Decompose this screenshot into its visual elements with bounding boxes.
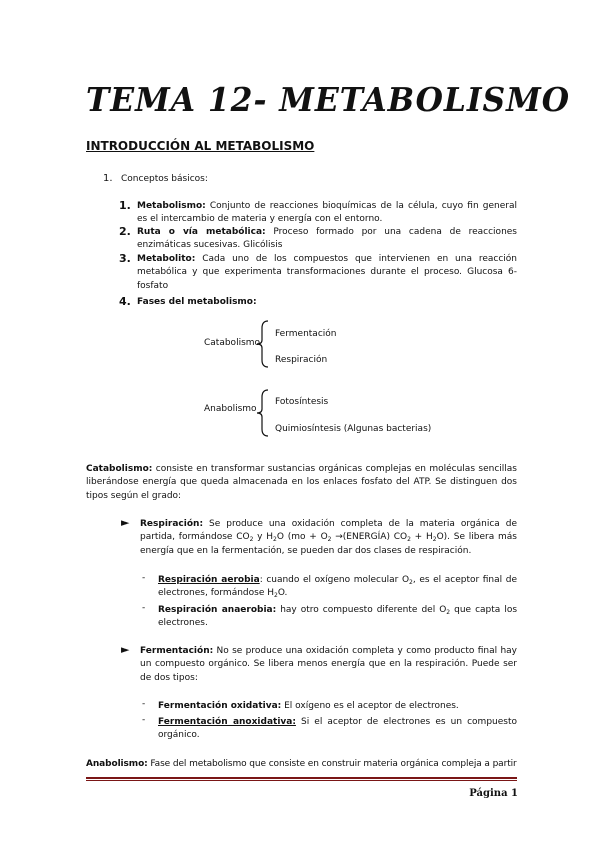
paragraph-term: Anabolismo:: [86, 759, 148, 769]
diagram-item: Fermentación: [275, 329, 337, 339]
subscript: 2: [409, 579, 413, 586]
anabolismo-paragraph: [86, 758, 526, 771]
respiracion-anaerobia: [158, 604, 517, 631]
paragraph-text: + H: [410, 532, 433, 543]
anabolismo-brace: [256, 389, 270, 437]
subscript: 2: [327, 536, 332, 544]
subscript: 2: [407, 536, 411, 544]
paragraph-text: Se produce una oxidación completa de la materia orgánica de partida, formándose CO: [140, 519, 517, 543]
concept-text: Cada uno de los compuestos que intervienen en una reacción metabólica y que experimenta transformaciones durante el proceso. Glucosa 6-fosfato: [137, 254, 517, 291]
concept-number: 4.: [119, 295, 131, 308]
diagram-item: Fotosíntesis: [275, 397, 329, 407]
paragraph-text: No se produce una oxidación completa y como producto final hay un compuesto orgánico. Se libera menos energía que en la respiración. Puede ser de dos tipos:: [140, 646, 517, 683]
diagram-item: Respiración: [275, 355, 328, 365]
footer-rule: [86, 777, 517, 779]
sub-text: , es el aceptor final de electrones, formándose H: [158, 575, 517, 599]
bullet-arrow: ►: [121, 643, 130, 656]
bullet-arrow: ►: [121, 516, 130, 529]
subscript: 2: [432, 536, 437, 544]
catabolismo-brace: [256, 320, 270, 368]
dash-bullet: -: [142, 699, 146, 709]
paragraph-term: Fermentación:: [140, 646, 214, 656]
concept-metabolito: [137, 253, 517, 293]
dash-bullet: -: [142, 603, 146, 613]
sub-term: Fermentación oxidativa:: [158, 701, 282, 711]
paragraph-term: Catabolismo:: [86, 464, 153, 474]
fermentacion-oxidativa: [158, 700, 517, 713]
paragraph-text: y H: [253, 532, 274, 543]
sub-text: que capta los electrones.: [158, 605, 518, 629]
concept-term: Metabolismo:: [137, 201, 206, 211]
catabolismo-paragraph: [86, 463, 517, 503]
list-number-1: 1.: [103, 173, 113, 184]
page-number: Página 1: [469, 788, 518, 799]
respiracion-aerobia: [158, 574, 517, 601]
concept-number: 1.: [119, 199, 131, 212]
paragraph-term: Respiración:: [140, 519, 204, 529]
diagram-anabolismo-label: Anabolismo: [204, 404, 257, 414]
concept-term: Fases del metabolismo:: [137, 297, 257, 307]
section-heading: INTRODUCCIÓN AL METABOLISMO: [86, 139, 315, 153]
subscript: 2: [249, 536, 254, 544]
sub-term: Respiración anaerobia:: [158, 605, 277, 615]
subscript: 2: [446, 609, 451, 616]
concept-term: Ruta o vía metabólica:: [137, 227, 266, 237]
paragraph-text: O (mo + O: [276, 532, 328, 543]
paragraph-text: O). Se libera más energía que en la fermentación, se pueden dar dos clases de respiración.: [140, 532, 517, 556]
page-title: TEMA 12- METABOLISMO: [86, 80, 571, 119]
concept-text: Conjunto de reacciones bioquímicas de la célula, cuyo fin general es el intercambio de materia y energía con el entorno.: [137, 201, 517, 225]
diagram-item: Quimiosíntesis (Algunas bacterias): [275, 424, 432, 434]
fermentacion-anoxidativa: [158, 716, 517, 743]
concept-metabolismo: [137, 200, 517, 227]
subscript: 2: [274, 592, 278, 600]
dash-bullet: -: [142, 715, 146, 725]
sub-text: Si el aceptor de electrones es un compuesto orgánico.: [158, 717, 517, 741]
sub-text: : cuando el oxígeno molecular O: [259, 575, 410, 585]
dash-bullet: -: [142, 573, 146, 583]
concept-number: 2.: [119, 225, 131, 238]
fermentacion-paragraph: [140, 645, 517, 685]
diagram-catabolismo-label: Catabolismo: [204, 338, 261, 348]
paragraph-text: Fase del metabolismo que consiste en construir materia orgánica compleja a partir: [147, 759, 517, 769]
footer-rule-thin: [86, 780, 517, 781]
concept-number: 3.: [119, 252, 131, 265]
paragraph-text: →(ENERGÍA) CO: [331, 532, 408, 543]
sub-term: Fermentación anoxidativa:: [158, 717, 296, 727]
sub-term: Respiración aerobia: [158, 575, 260, 585]
sub-text: El oxígeno es el aceptor de electrones.: [281, 701, 459, 711]
concept-fases: [137, 296, 257, 309]
paragraph-text: consiste en transformar sustancias orgánicas complejas en moléculas sencillas liberándose energía que queda almacenada en los enlaces fosfato del ATP. Se distinguen dos tipos según el grado:: [86, 464, 517, 501]
intro-text: Conceptos básicos:: [121, 174, 208, 184]
sub-text: hay otro compuesto diferente del O: [276, 605, 447, 615]
sub-text: O.: [277, 588, 288, 599]
concept-text: Proceso formado por una cadena de reacciones enzimáticas sucesivas. Glicólisis: [137, 227, 517, 251]
concept-ruta: [137, 226, 517, 253]
concept-term: Metabolito:: [137, 254, 196, 264]
respiracion-paragraph: [140, 518, 517, 558]
subscript: 2: [273, 536, 277, 544]
